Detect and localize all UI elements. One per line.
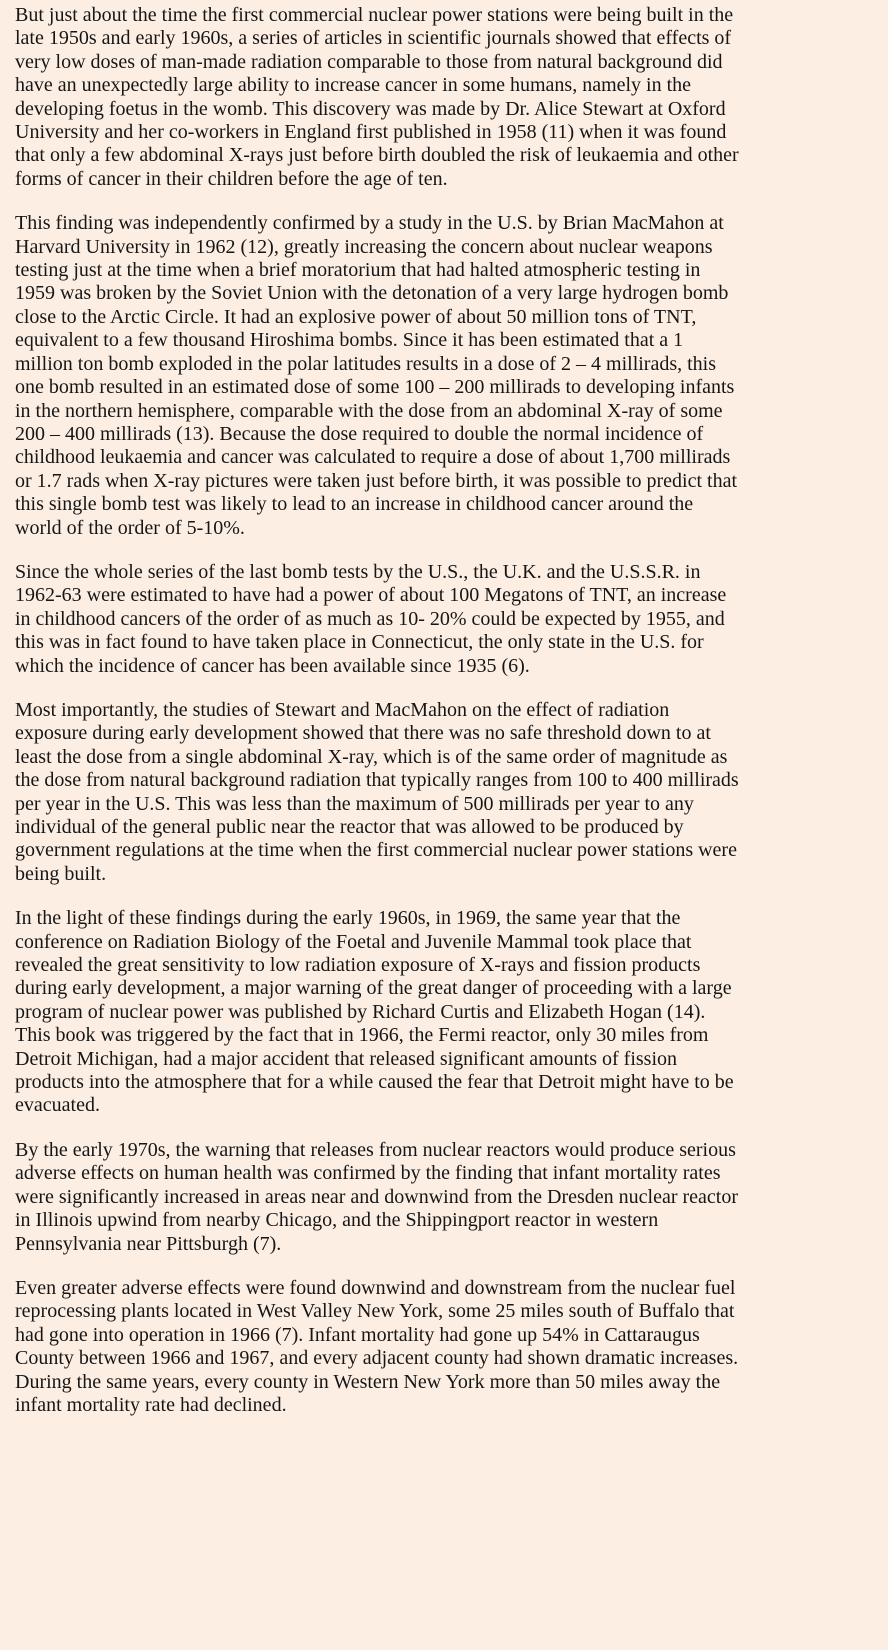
paragraph-bomb-tests: Since the whole series of the last bomb tests by the U.S., the U.K. and the U.S.S.R. in 1962-63 were estimated to have had a power of about 100 Megatons of TNT, an increase in childhood cancers of the order of as much as 10- 20% could be expected by 1955, and this was in fact found to have taken place in Connecticut, the only state in the U.S. for which the incidence of cancer has been available since 1935 (6). bbox=[15, 560, 727, 677]
paragraph-infant-mortality-reactors: By the early 1970s, the warning that releases from nuclear reactors would produce serious adverse effects on human health was confirmed by the finding that infant mortality rates were significantly increased in areas near and downwind from the Dresden nuclear reactor in Illinois upwind from nearby Chicago, and the Shippingport reactor in western Pennsylvania near Pittsburgh (7). bbox=[15, 1138, 739, 1255]
paragraph-stewart-discovery: But just about the time the first commercial nuclear power stations were being built in the late 1950s and early 1960s, a series of articles in scientific journals showed that effects of very low doses of man-made radiation comparable to those from natural background did have an unexpectedly large ability to increase cancer in some humans, namely in the developing foetus in the womb. This discovery was made by Dr. Alice Stewart at Oxford University and her co-workers in England first published in 1958 (11) when it was found that only a few abdominal X-rays just before birth doubled the risk of leukaemia and other forms of cancer in their children before the age of ten. bbox=[15, 4, 739, 190]
paragraph-macmahon-confirmation: This finding was independently confirmed by a study in the U.S. by Brian MacMahon at Harvard University in 1962 (12), greatly increasing the concern about nuclear weapons testing just at the time when a brief moratorium that had halted atmospheric testing in 1959 was broken by the Soviet Union with the detonation of a very large hydrogen bomb close to the Arctic Circle. It had an explosive power of about 50 million tons of TNT, equivalent to a few thousand Hiroshima bombs. Since it has been estimated that a 1 million ton bomb exploded in the polar latitudes results in a dose of 2 – 4 millirads, this one bomb resulted in an estimated dose of some 100 – 200 millirads to developing infants in the northern hemisphere, comparable with the dose from an abdominal X-ray of some 200 – 400 millirads (13). Because the dose required to double the normal incidence of childhood leukaemia and cancer was calculated to require a dose of about 1,700 millirads or 1.7 rads when X-ray pictures were taken just before birth, it was possible to predict that this single bomb test was likely to lead to an increase in childhood cancer around the world of the order of 5-10%. bbox=[15, 212, 738, 539]
paragraph-curtis-hogan-warning: In the light of these findings during the early 1960s, in 1969, the same year that the conference on Radiation Biology of the Foetal and Juvenile Mammal took place that revealed the great sensitivity to low radiation exposure of X-rays and fission products during early development, a major warning of the great danger of proceeding with a large program of nuclear power was published by Richard Curtis and Elizabeth Hogan (14). This book was triggered by the fact that in 1966, the Fermi reactor, only 30 miles from Detroit Michigan, had a major accident that released significant amounts of fission products into the atmosphere that for a while caused the fear that Detroit might have to be evacuated. bbox=[15, 907, 734, 1117]
paragraph-no-safe-threshold: Most importantly, the studies of Stewart and MacMahon on the effect of radiation exposure during early development showed that there was no safe threshold down to at least the dose from a single abdominal X-ray, which is of the same order of magnitude as the dose from natural background radiation that typically ranges from 100 to 400 millirads per year in the U.S. This was less than the maximum of 500 millirads per year to any individual of the general public near the reactor that was allowed to be produced by government regulations at the time when the first commercial nuclear power stations were being built. bbox=[15, 698, 739, 885]
paragraph-west-valley-reprocessing: Even greater adverse effects were found downwind and downstream from the nuclear fuel reprocessing plants located in West Valley New York, some 25 miles south of Buffalo that had gone into operation in 1966 (7). Infant mortality had gone up 54% in Cattaraugus County between 1966 and 1967, and every adjacent county had shown dramatic increases. During the same years, every county in Western New York more than 50 miles away the infant mortality rate had declined. bbox=[15, 1276, 739, 1416]
